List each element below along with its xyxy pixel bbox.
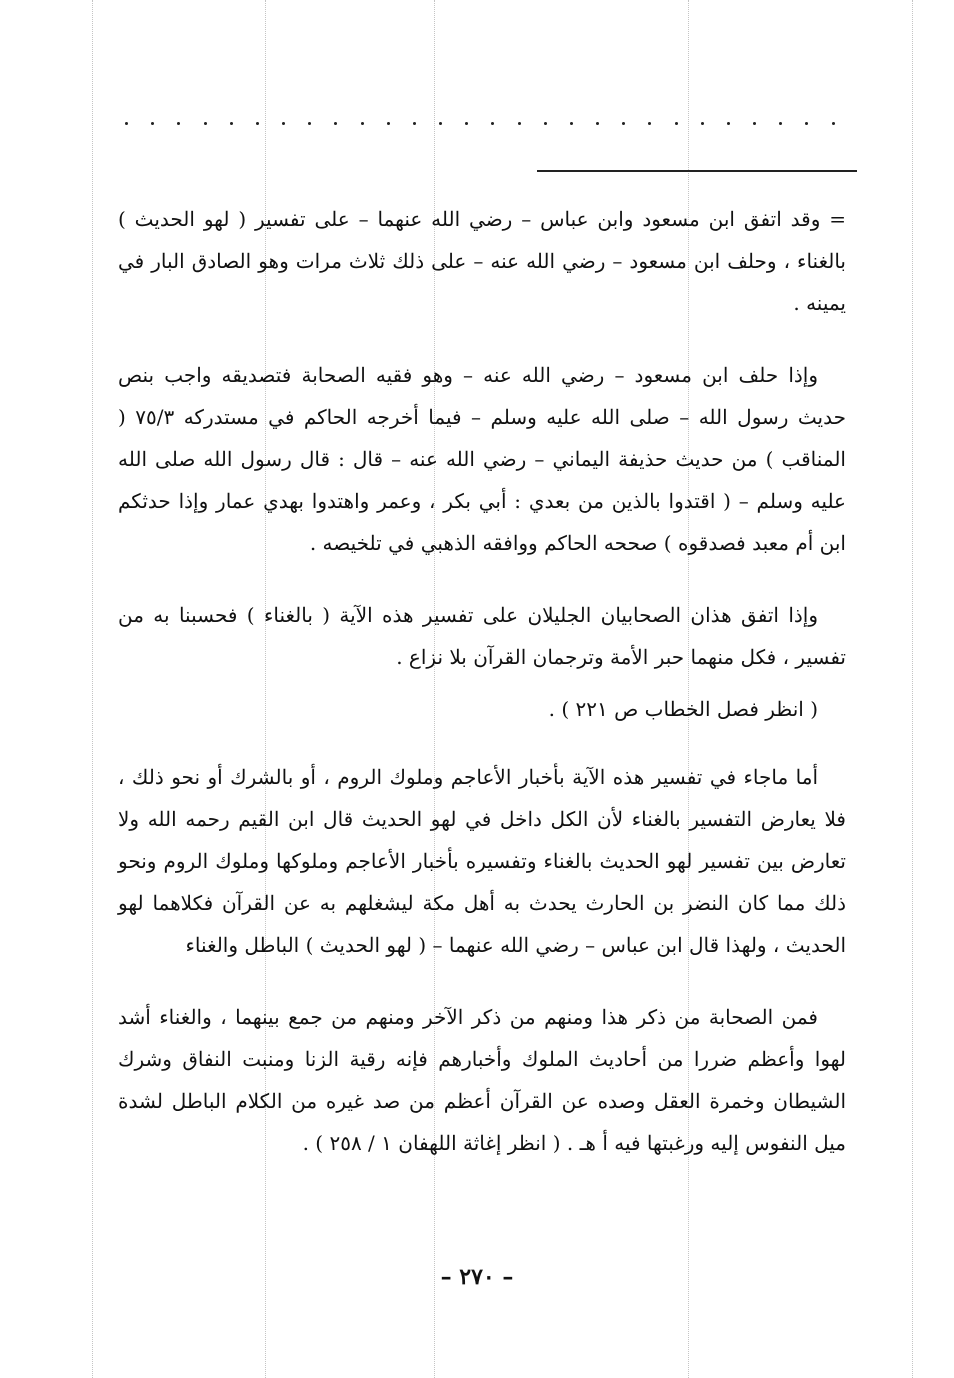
dotted-separator — [125, 122, 835, 125]
paragraph-2: وإذا حلف ابن مسعود – رضي الله عنه – وهو فقيه الصحابة فتصديقه واجب بنص حديث رسول الله – صلى الله عليه وسلم – فيما أخرجه الحاكم في مستدركه ٧٥/٣ ( المناقب ) من حديث حذيفة اليماني – رضي الله عنه – قال : قال رسول الله صلى الله عليه وسلم – ( اقتدوا بالذين من بعدي : أبي بكر ، وعمر واهتدوا بهدي عمار وإذا حدثكم ابن أم معبد فصدقوه ) صححه الحاكم ووافقه الذهبي في تلخيصه . — [118, 363, 846, 555]
paragraph-5: فمن الصحابة من ذكر هذا ومنهم من ذكر الآخر ومنهم من جمع بينهما ، والغناء أشد لهوا وأعظم ضررا من أحاديث الملوك وأخبارهم فإنه رقية الزنا ومنبت النفاق وشرك الشيطان وخمرة العقل وصده عن القرآن أعظم من صد غيره من الكلام الباطل لشدة ميل النفوس إليه ورغبتها فيه أ هـ . ( انظر إغاثة اللهفان ١ / ٢٥٨ ) . — [118, 1005, 846, 1155]
scan-guide-line — [92, 0, 93, 1378]
paragraph-4: أما ماجاء في تفسير هذه الآية بأخبار الأعاجم وملوك الروم ، أو بالشرك أو نحو ذلك ، فلا يعارض التفسير بالغناء لأن الكل داخل في لهو الحديث قال ابن القيم رحمه الله ولا تعارض بين تفسير لهو الحديث بالغناء وتفسيره بأخبار الأعاجم وملوكها وملوك الروم ونحو ذلك مما كان النضر بن الحارث يحدث به أهل مكة ليشغلهم به عن القرآن فكلاهما لهو الحديث ، ولهذا قال ابن عباس – رضي الله عنهما – ( لهو الحديث ) الباطل والغناء — [118, 765, 846, 957]
paragraph-3: وإذا اتفق هذان الصحابيان الجليلان على تفسير هذه الآية ( بالغناء ) فحسبنا به من تفسير ، فكل منهما حبر الأمة وترجمان القرآن بلا نزاع . — [118, 603, 846, 669]
paragraph-text: وقد اتفق ابن مسعود وابن عباس – رضي الله عنهما – على تفسير ( لهو الحديث ) بالغناء ، وحلف ابن مسعود – رضي الله عنه – على ذلك ثلاث مرات وهو الصادق البار في يمينه . — [118, 207, 846, 315]
continuation-mark: = — [829, 207, 846, 231]
reference-note: ( انظر فصل الخطاب ص ٢٢١ ) . — [548, 697, 818, 721]
scan-guide-line — [912, 0, 913, 1378]
paragraph-1 — [118, 198, 846, 324]
page-number: – ٢٧٠ – — [440, 1264, 514, 1290]
page-body — [118, 198, 846, 1164]
footnote-rule — [537, 170, 857, 172]
